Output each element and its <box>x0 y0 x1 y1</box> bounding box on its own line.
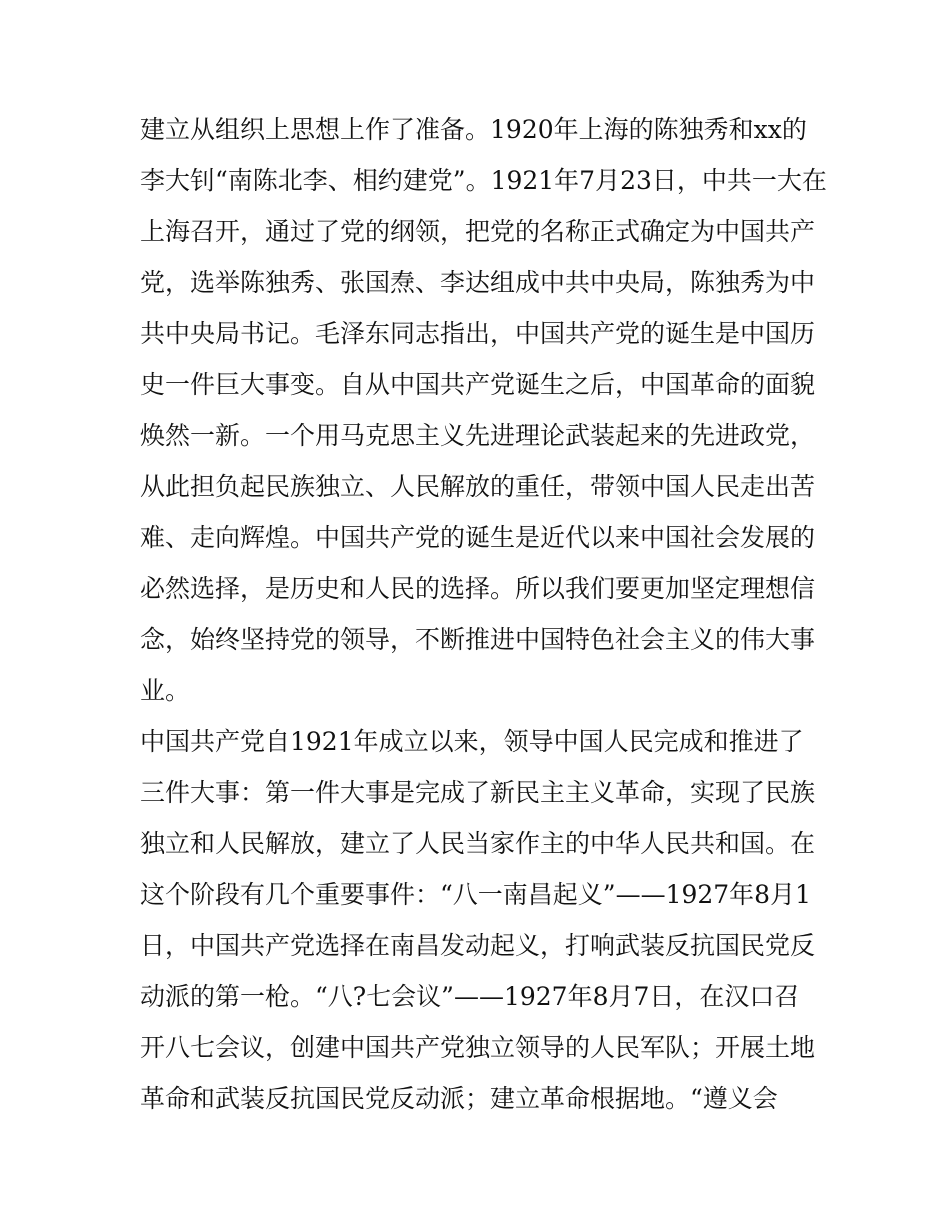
text-line: 这个阶段有几个重要事件：“八一南昌起义”——1927年8月1 <box>140 880 811 909</box>
text-line: 业。 <box>140 676 191 705</box>
text-line: 革命和武装反抗国民党反动派；建立革命根据地。“遵义会 <box>140 1084 778 1113</box>
text-line: 李大钊“南陈北李、相约建党”。1921年7月23日，中共一大在 <box>140 166 827 195</box>
text-line: 党，选举陈独秀、张国焘、李达组成中共中央局，陈独秀为中 <box>140 268 816 297</box>
text-line: 动派的第一枪。“八?七会议”——1927年8月7日，在汉口召 <box>140 982 800 1011</box>
text-line: 必然选择，是历史和人民的选择。所以我们要更加坚定理想信 <box>140 574 816 603</box>
body-text <box>140 104 827 1124</box>
text-line: 共中央局书记。毛泽东同志指出，中国共产党的诞生是中国历 <box>140 319 816 348</box>
text-line: 焕然一新。一个用马克思主义先进理论武装起来的先进政党， <box>140 421 816 450</box>
text-line: 中国共产党自1921年成立以来，领导中国人民完成和推进了 <box>140 727 804 756</box>
text-line: 上海召开，通过了党的纲领，把党的名称正式确定为中国共产 <box>140 217 816 246</box>
text-line: 日，中国共产党选择在南昌发动起义，打响武装反抗国民党反 <box>140 931 816 960</box>
text-line: 开八七会议，创建中国共产党独立领导的人民军队；开展土地 <box>140 1033 816 1062</box>
text-line: 史一件巨大事变。自从中国共产党诞生之后，中国革命的面貌 <box>140 370 816 399</box>
text-line: 独立和人民解放，建立了人民当家作主的中华人民共和国。在 <box>140 829 816 858</box>
text-line: 从此担负起民族独立、人民解放的重任，带领中国人民走出苦 <box>140 472 816 501</box>
text-line: 念，始终坚持党的领导，不断推进中国特色社会主义的伟大事 <box>140 625 816 654</box>
text-line: 建立从组织上思想上作了准备。1920年上海的陈独秀和xx的 <box>140 115 807 144</box>
text-line: 三件大事：第一件大事是完成了新民主主义革命，实现了民族 <box>140 778 816 807</box>
text-line: 难、走向辉煌。中国共产党的诞生是近代以来中国社会发展的 <box>140 523 816 552</box>
